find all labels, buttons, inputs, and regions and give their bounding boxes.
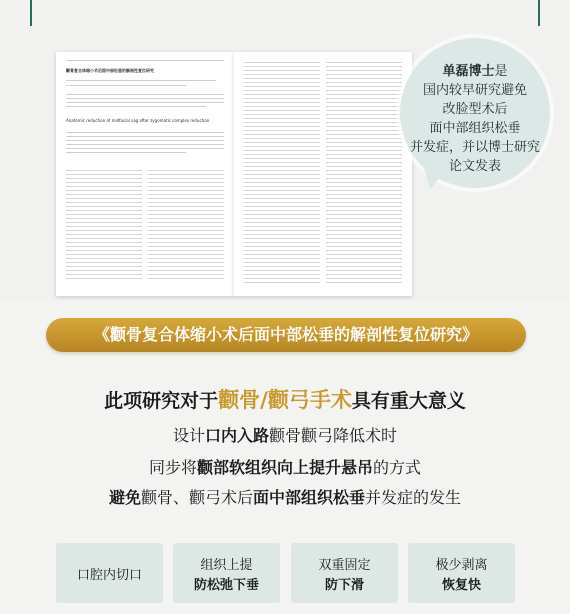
bubble-line: 国内较早研究避免 <box>422 83 527 98</box>
feature-card-fixation <box>291 543 398 603</box>
card-label: 口腔内切口 <box>76 568 142 583</box>
text-segment: 设计 <box>172 426 205 445</box>
description-line-3 <box>0 485 570 508</box>
card-label: 组织上提 <box>200 558 253 573</box>
paper-en-title: Anatomic reduction of midfacial sag after zygomatic complex reduction <box>66 118 210 123</box>
text-segment: 并发症的发生 <box>365 488 462 507</box>
paper-affil-line <box>66 85 186 86</box>
paper-en-line <box>66 132 224 133</box>
text-segment: 颧骨、颧弓术后 <box>140 488 253 507</box>
paper-abstract-line <box>66 94 224 95</box>
paper-abstract-line <box>66 102 224 103</box>
paper-title: 颧骨复合体缩小术后面中部松垂的解剖性复位研究 <box>66 68 154 73</box>
card-label: 双重固定 <box>318 558 371 573</box>
headline-post: 具有重大意义 <box>351 390 466 412</box>
bubble-line: 面中部组织松垂 <box>429 121 521 136</box>
speech-bubble-text <box>404 62 546 176</box>
card-label: 极少剥离 <box>435 558 488 573</box>
headline-accent: 颧骨/颧弓手术 <box>218 388 352 412</box>
paper-en-line <box>66 140 224 141</box>
card-sublabel: 恢复快 <box>441 578 481 593</box>
card-sublabel: 防下滑 <box>324 578 364 593</box>
feature-card-incision <box>56 543 163 603</box>
paper-en-line <box>66 148 224 149</box>
paper-column-right <box>148 170 224 280</box>
paper-header-rule <box>66 60 224 61</box>
paper-column-left <box>244 62 320 284</box>
paper-column-left <box>66 170 142 280</box>
paper-page-1 <box>56 52 234 296</box>
right-divider-line <box>538 0 540 26</box>
paper-authors-line <box>66 80 216 81</box>
text-segment: 同步将 <box>148 458 197 477</box>
paper-en-line <box>66 136 224 137</box>
paper-en-line <box>66 152 186 153</box>
text-segment: 的方式 <box>373 458 422 477</box>
feature-card-lift <box>173 543 280 603</box>
paper-column-right <box>326 62 402 284</box>
paper-abstract-line <box>66 106 206 107</box>
description-line-2 <box>0 455 570 478</box>
card-sublabel: 防松弛下垂 <box>193 578 259 593</box>
doctor-name: 单磊博士 <box>442 64 495 79</box>
description-line-1 <box>0 423 570 446</box>
bubble-line: 是 <box>494 64 508 79</box>
ribbon-title: 《颧骨复合体缩小术后面中部松垂的解剖性复位研究》 <box>93 325 478 344</box>
paper-page-2 <box>234 52 412 296</box>
bubble-line: 改脸型术后 <box>442 102 508 117</box>
paper-en-line <box>66 144 224 145</box>
bold-segment: 面中部组织松垂 <box>253 488 366 507</box>
headline <box>0 384 570 414</box>
bold-segment: 口内入路 <box>204 426 269 445</box>
bubble-line: 论文发表 <box>448 159 501 174</box>
feature-card-recovery <box>408 543 515 603</box>
paper-abstract-line <box>66 98 224 99</box>
bubble-line: 并发症，并以博士研究 <box>409 140 540 155</box>
headline-pre: 此项研究对于 <box>104 390 219 412</box>
text-segment: 颧骨颧弓降低术时 <box>269 426 398 445</box>
bold-segment: 避免 <box>108 488 141 507</box>
left-divider-line <box>30 0 32 26</box>
bubble-line-1 <box>404 62 546 81</box>
bold-segment: 颧部软组织向上提升悬吊 <box>196 458 373 477</box>
